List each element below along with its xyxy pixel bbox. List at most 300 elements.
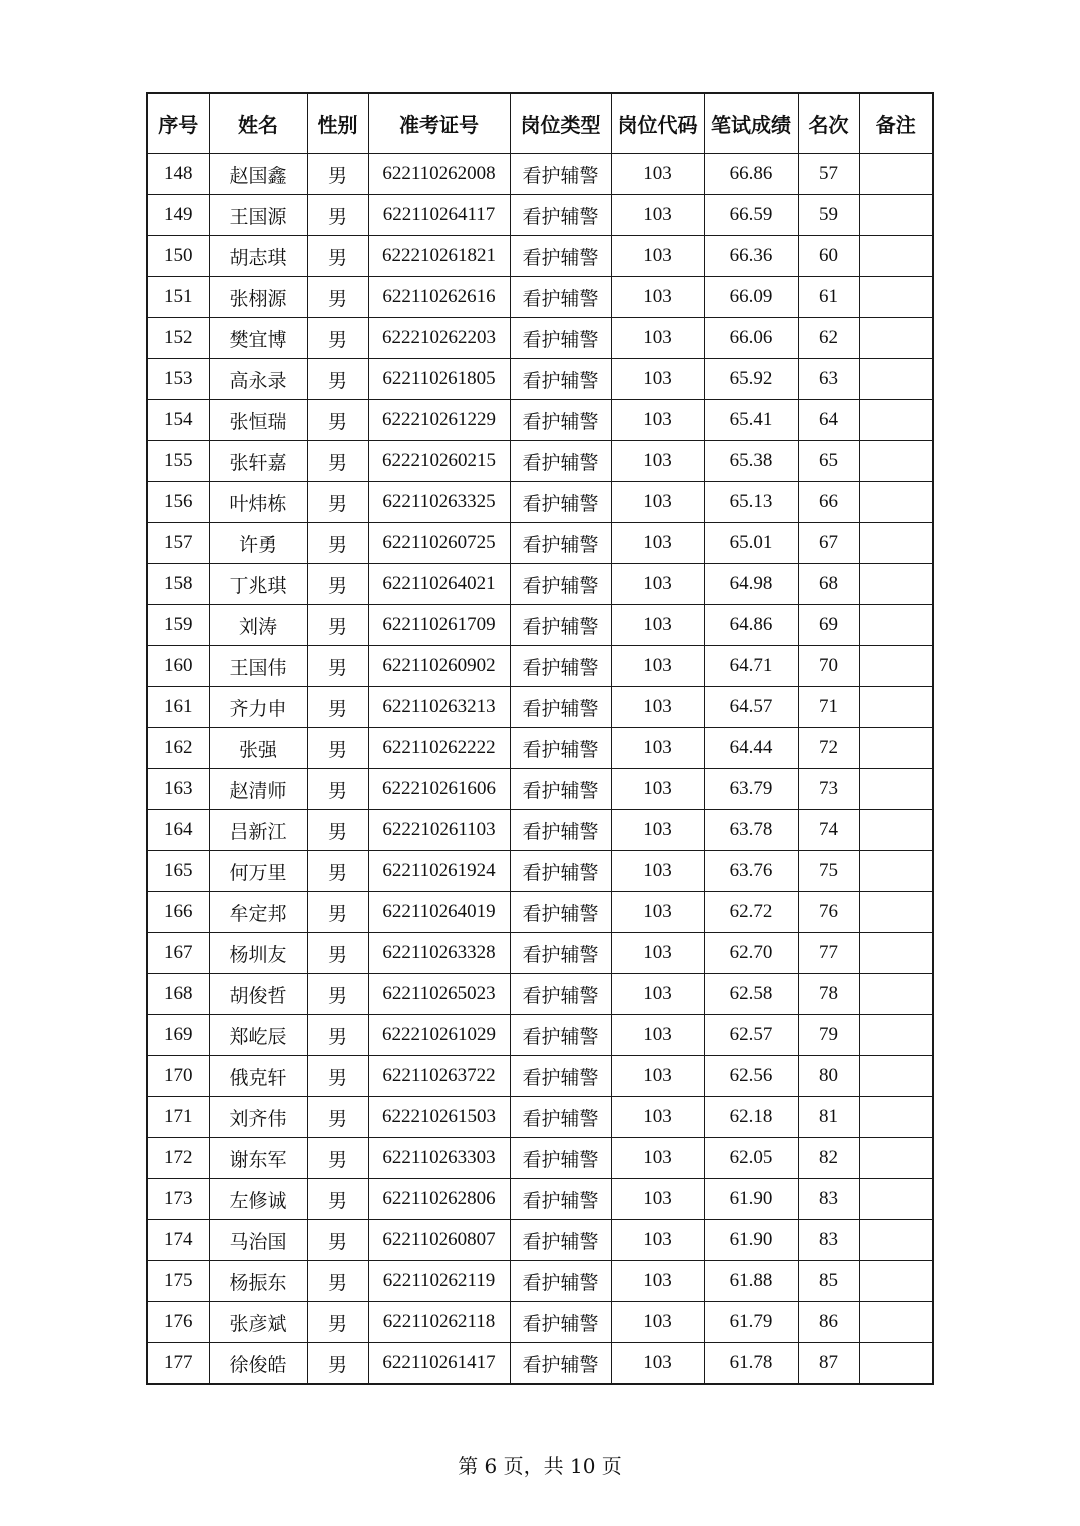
cell-post-code: 103	[611, 687, 704, 728]
cell-post-code: 103	[611, 236, 704, 277]
cell-remarks	[859, 1220, 933, 1261]
cell-post-type: 看护辅警	[510, 769, 611, 810]
cell-gender: 男	[307, 687, 368, 728]
cell-post-type: 看护辅警	[510, 318, 611, 359]
cell-seq: 170	[147, 1056, 209, 1097]
cell-post-code: 103	[611, 810, 704, 851]
cell-exam-id: 622110263328	[368, 933, 510, 974]
cell-remarks	[859, 974, 933, 1015]
cell-remarks	[859, 851, 933, 892]
cell-written-score: 62.18	[704, 1097, 798, 1138]
cell-post-type: 看护辅警	[510, 933, 611, 974]
table-row	[147, 400, 933, 441]
cell-written-score: 62.58	[704, 974, 798, 1015]
cell-name: 樊宜博	[209, 318, 307, 359]
cell-post-code: 103	[611, 1220, 704, 1261]
table-body	[147, 154, 933, 1385]
cell-post-code: 103	[611, 851, 704, 892]
cell-gender: 男	[307, 400, 368, 441]
cell-post-code: 103	[611, 154, 704, 195]
cell-remarks	[859, 441, 933, 482]
table-row	[147, 1302, 933, 1343]
cell-rank: 83	[798, 1179, 859, 1220]
cell-post-code: 103	[611, 482, 704, 523]
cell-name: 丁兆琪	[209, 564, 307, 605]
cell-exam-id: 622210262203	[368, 318, 510, 359]
cell-rank: 64	[798, 400, 859, 441]
header-written-score: 笔试成绩	[704, 93, 798, 154]
header-exam-id: 准考证号	[368, 93, 510, 154]
table-row	[147, 523, 933, 564]
cell-remarks	[859, 564, 933, 605]
cell-post-type: 看护辅警	[510, 974, 611, 1015]
cell-exam-id: 622110264019	[368, 892, 510, 933]
cell-remarks	[859, 646, 933, 687]
cell-rank: 67	[798, 523, 859, 564]
cell-seq: 165	[147, 851, 209, 892]
cell-name: 吕新江	[209, 810, 307, 851]
cell-written-score: 66.36	[704, 236, 798, 277]
cell-post-type: 看护辅警	[510, 482, 611, 523]
cell-written-score: 63.79	[704, 769, 798, 810]
cell-remarks	[859, 1097, 933, 1138]
table-row	[147, 564, 933, 605]
cell-seq: 167	[147, 933, 209, 974]
cell-post-code: 103	[611, 400, 704, 441]
cell-post-code: 103	[611, 1261, 704, 1302]
cell-exam-id: 622110265023	[368, 974, 510, 1015]
cell-seq: 154	[147, 400, 209, 441]
cell-post-type: 看护辅警	[510, 277, 611, 318]
cell-rank: 83	[798, 1220, 859, 1261]
cell-written-score: 64.98	[704, 564, 798, 605]
cell-name: 谢东军	[209, 1138, 307, 1179]
cell-post-type: 看护辅警	[510, 236, 611, 277]
table-row	[147, 851, 933, 892]
cell-seq: 163	[147, 769, 209, 810]
cell-seq: 158	[147, 564, 209, 605]
cell-post-code: 103	[611, 892, 704, 933]
table-row	[147, 1138, 933, 1179]
cell-rank: 81	[798, 1097, 859, 1138]
cell-exam-id: 622110262616	[368, 277, 510, 318]
cell-name: 何万里	[209, 851, 307, 892]
cell-gender: 男	[307, 1097, 368, 1138]
cell-name: 刘涛	[209, 605, 307, 646]
cell-seq: 177	[147, 1343, 209, 1385]
cell-post-type: 看护辅警	[510, 646, 611, 687]
cell-post-code: 103	[611, 277, 704, 318]
cell-written-score: 61.78	[704, 1343, 798, 1385]
cell-post-code: 103	[611, 933, 704, 974]
cell-post-type: 看护辅警	[510, 1138, 611, 1179]
cell-exam-id: 622210261606	[368, 769, 510, 810]
cell-post-type: 看护辅警	[510, 441, 611, 482]
cell-seq: 173	[147, 1179, 209, 1220]
cell-exam-id: 622110264117	[368, 195, 510, 236]
score-table	[146, 92, 934, 1385]
cell-post-code: 103	[611, 1138, 704, 1179]
cell-gender: 男	[307, 974, 368, 1015]
cell-name: 张栩源	[209, 277, 307, 318]
cell-name: 张彦斌	[209, 1302, 307, 1343]
cell-written-score: 64.57	[704, 687, 798, 728]
cell-rank: 75	[798, 851, 859, 892]
cell-post-code: 103	[611, 359, 704, 400]
cell-seq: 164	[147, 810, 209, 851]
cell-gender: 男	[307, 154, 368, 195]
cell-gender: 男	[307, 441, 368, 482]
cell-written-score: 63.76	[704, 851, 798, 892]
cell-post-type: 看护辅警	[510, 810, 611, 851]
cell-exam-id: 622110262118	[368, 1302, 510, 1343]
cell-gender: 男	[307, 523, 368, 564]
cell-written-score: 65.41	[704, 400, 798, 441]
table-row	[147, 1015, 933, 1056]
cell-remarks	[859, 236, 933, 277]
cell-seq: 155	[147, 441, 209, 482]
cell-rank: 66	[798, 482, 859, 523]
cell-post-type: 看护辅警	[510, 687, 611, 728]
cell-name: 胡志琪	[209, 236, 307, 277]
cell-gender: 男	[307, 1220, 368, 1261]
cell-seq: 148	[147, 154, 209, 195]
cell-seq: 166	[147, 892, 209, 933]
cell-exam-id: 622110262806	[368, 1179, 510, 1220]
cell-name: 高永录	[209, 359, 307, 400]
cell-seq: 162	[147, 728, 209, 769]
cell-exam-id: 622110263722	[368, 1056, 510, 1097]
cell-exam-id: 622110260807	[368, 1220, 510, 1261]
cell-exam-id: 622110261805	[368, 359, 510, 400]
cell-remarks	[859, 523, 933, 564]
cell-rank: 62	[798, 318, 859, 359]
cell-rank: 71	[798, 687, 859, 728]
cell-remarks	[859, 933, 933, 974]
cell-rank: 57	[798, 154, 859, 195]
cell-rank: 72	[798, 728, 859, 769]
cell-name: 杨振东	[209, 1261, 307, 1302]
table-row	[147, 482, 933, 523]
cell-gender: 男	[307, 605, 368, 646]
cell-rank: 86	[798, 1302, 859, 1343]
cell-post-type: 看护辅警	[510, 1261, 611, 1302]
cell-exam-id: 622110261417	[368, 1343, 510, 1385]
cell-post-type: 看护辅警	[510, 892, 611, 933]
cell-post-type: 看护辅警	[510, 851, 611, 892]
cell-exam-id: 622110263303	[368, 1138, 510, 1179]
cell-post-type: 看护辅警	[510, 1179, 611, 1220]
cell-rank: 85	[798, 1261, 859, 1302]
cell-written-score: 61.88	[704, 1261, 798, 1302]
cell-rank: 78	[798, 974, 859, 1015]
cell-gender: 男	[307, 1261, 368, 1302]
cell-post-type: 看护辅警	[510, 1302, 611, 1343]
cell-remarks	[859, 605, 933, 646]
cell-post-code: 103	[611, 1015, 704, 1056]
cell-exam-id: 622210261103	[368, 810, 510, 851]
cell-rank: 70	[798, 646, 859, 687]
cell-post-type: 看护辅警	[510, 1097, 611, 1138]
cell-post-type: 看护辅警	[510, 605, 611, 646]
header-rank: 名次	[798, 93, 859, 154]
table-row	[147, 605, 933, 646]
cell-post-code: 103	[611, 1097, 704, 1138]
cell-written-score: 65.92	[704, 359, 798, 400]
table-row	[147, 728, 933, 769]
cell-seq: 156	[147, 482, 209, 523]
cell-post-code: 103	[611, 974, 704, 1015]
cell-gender: 男	[307, 1179, 368, 1220]
cell-post-type: 看护辅警	[510, 400, 611, 441]
cell-seq: 168	[147, 974, 209, 1015]
cell-remarks	[859, 1302, 933, 1343]
cell-post-type: 看护辅警	[510, 359, 611, 400]
cell-seq: 152	[147, 318, 209, 359]
cell-post-type: 看护辅警	[510, 195, 611, 236]
cell-post-type: 看护辅警	[510, 564, 611, 605]
cell-remarks	[859, 400, 933, 441]
cell-name: 左修诚	[209, 1179, 307, 1220]
cell-remarks	[859, 810, 933, 851]
cell-rank: 87	[798, 1343, 859, 1385]
cell-post-type: 看护辅警	[510, 1056, 611, 1097]
header-post-type: 岗位类型	[510, 93, 611, 154]
cell-post-code: 103	[611, 769, 704, 810]
table-row	[147, 1343, 933, 1385]
table-row	[147, 236, 933, 277]
cell-gender: 男	[307, 482, 368, 523]
table-row	[147, 933, 933, 974]
cell-remarks	[859, 154, 933, 195]
table-row	[147, 195, 933, 236]
cell-remarks	[859, 195, 933, 236]
cell-name: 徐俊皓	[209, 1343, 307, 1385]
cell-exam-id: 622110264021	[368, 564, 510, 605]
table-row	[147, 1179, 933, 1220]
cell-gender: 男	[307, 810, 368, 851]
cell-seq: 172	[147, 1138, 209, 1179]
cell-post-code: 103	[611, 1179, 704, 1220]
cell-remarks	[859, 769, 933, 810]
cell-post-type: 看护辅警	[510, 1343, 611, 1385]
cell-seq: 149	[147, 195, 209, 236]
cell-exam-id: 622110262222	[368, 728, 510, 769]
cell-written-score: 62.70	[704, 933, 798, 974]
header-name: 姓名	[209, 93, 307, 154]
table-row	[147, 318, 933, 359]
cell-gender: 男	[307, 318, 368, 359]
cell-name: 张恒瑞	[209, 400, 307, 441]
cell-remarks	[859, 728, 933, 769]
cell-post-code: 103	[611, 318, 704, 359]
cell-written-score: 66.09	[704, 277, 798, 318]
cell-gender: 男	[307, 892, 368, 933]
cell-gender: 男	[307, 1343, 368, 1385]
cell-name: 马治国	[209, 1220, 307, 1261]
cell-gender: 男	[307, 1302, 368, 1343]
cell-post-type: 看护辅警	[510, 154, 611, 195]
cell-rank: 80	[798, 1056, 859, 1097]
table-row	[147, 1220, 933, 1261]
cell-written-score: 61.90	[704, 1220, 798, 1261]
cell-post-code: 103	[611, 1343, 704, 1385]
table-header-row	[147, 93, 933, 154]
cell-exam-id: 622110260725	[368, 523, 510, 564]
cell-name: 张强	[209, 728, 307, 769]
cell-gender: 男	[307, 236, 368, 277]
cell-written-score: 66.86	[704, 154, 798, 195]
cell-rank: 76	[798, 892, 859, 933]
cell-rank: 74	[798, 810, 859, 851]
cell-exam-id: 622110262008	[368, 154, 510, 195]
cell-remarks	[859, 482, 933, 523]
cell-remarks	[859, 1179, 933, 1220]
cell-rank: 59	[798, 195, 859, 236]
cell-post-type: 看护辅警	[510, 1015, 611, 1056]
table-row	[147, 1056, 933, 1097]
cell-gender: 男	[307, 359, 368, 400]
cell-name: 牟定邦	[209, 892, 307, 933]
cell-written-score: 65.01	[704, 523, 798, 564]
cell-remarks	[859, 892, 933, 933]
cell-gender: 男	[307, 851, 368, 892]
cell-rank: 82	[798, 1138, 859, 1179]
cell-name: 赵国鑫	[209, 154, 307, 195]
cell-name: 郑屹辰	[209, 1015, 307, 1056]
cell-exam-id: 622210260215	[368, 441, 510, 482]
cell-written-score: 66.06	[704, 318, 798, 359]
table-row	[147, 769, 933, 810]
cell-seq: 175	[147, 1261, 209, 1302]
cell-written-score: 62.57	[704, 1015, 798, 1056]
header-gender: 性别	[307, 93, 368, 154]
cell-post-code: 103	[611, 605, 704, 646]
cell-post-code: 103	[611, 728, 704, 769]
cell-written-score: 61.79	[704, 1302, 798, 1343]
cell-written-score: 62.56	[704, 1056, 798, 1097]
cell-post-type: 看护辅警	[510, 728, 611, 769]
cell-remarks	[859, 1343, 933, 1385]
table-row	[147, 1097, 933, 1138]
cell-post-code: 103	[611, 523, 704, 564]
cell-written-score: 62.72	[704, 892, 798, 933]
cell-name: 赵清师	[209, 769, 307, 810]
cell-seq: 161	[147, 687, 209, 728]
cell-remarks	[859, 1261, 933, 1302]
cell-rank: 77	[798, 933, 859, 974]
cell-name: 叶炜栋	[209, 482, 307, 523]
cell-remarks	[859, 277, 933, 318]
header-remarks: 备注	[859, 93, 933, 154]
cell-post-code: 103	[611, 564, 704, 605]
cell-name: 俄克轩	[209, 1056, 307, 1097]
table-row	[147, 646, 933, 687]
cell-seq: 159	[147, 605, 209, 646]
cell-remarks	[859, 1138, 933, 1179]
cell-post-code: 103	[611, 646, 704, 687]
cell-rank: 65	[798, 441, 859, 482]
table-row	[147, 277, 933, 318]
cell-remarks	[859, 1056, 933, 1097]
cell-rank: 60	[798, 236, 859, 277]
table-row	[147, 892, 933, 933]
cell-written-score: 64.71	[704, 646, 798, 687]
cell-written-score: 65.13	[704, 482, 798, 523]
cell-remarks	[859, 687, 933, 728]
cell-name: 杨圳友	[209, 933, 307, 974]
table-row	[147, 687, 933, 728]
cell-name: 许勇	[209, 523, 307, 564]
table-row	[147, 1261, 933, 1302]
cell-post-type: 看护辅警	[510, 523, 611, 564]
cell-post-code: 103	[611, 1302, 704, 1343]
cell-exam-id: 622210261229	[368, 400, 510, 441]
cell-rank: 79	[798, 1015, 859, 1056]
cell-name: 王国源	[209, 195, 307, 236]
cell-gender: 男	[307, 646, 368, 687]
cell-seq: 160	[147, 646, 209, 687]
cell-written-score: 64.86	[704, 605, 798, 646]
cell-written-score: 61.90	[704, 1179, 798, 1220]
cell-gender: 男	[307, 728, 368, 769]
cell-seq: 174	[147, 1220, 209, 1261]
cell-gender: 男	[307, 195, 368, 236]
cell-exam-id: 622110261709	[368, 605, 510, 646]
cell-gender: 男	[307, 564, 368, 605]
table-row	[147, 974, 933, 1015]
table-row	[147, 810, 933, 851]
cell-seq: 171	[147, 1097, 209, 1138]
page-footer: 第 6 页，共 10 页	[458, 1454, 622, 1478]
cell-name: 齐力申	[209, 687, 307, 728]
table-row	[147, 359, 933, 400]
cell-exam-id: 622110262119	[368, 1261, 510, 1302]
table-row	[147, 154, 933, 195]
cell-name: 张轩嘉	[209, 441, 307, 482]
cell-rank: 68	[798, 564, 859, 605]
cell-gender: 男	[307, 1138, 368, 1179]
cell-name: 胡俊哲	[209, 974, 307, 1015]
cell-gender: 男	[307, 1015, 368, 1056]
cell-post-code: 103	[611, 441, 704, 482]
cell-exam-id: 622210261503	[368, 1097, 510, 1138]
cell-post-code: 103	[611, 195, 704, 236]
cell-seq: 153	[147, 359, 209, 400]
cell-exam-id: 622110261924	[368, 851, 510, 892]
cell-seq: 150	[147, 236, 209, 277]
cell-gender: 男	[307, 769, 368, 810]
cell-exam-id: 622110260902	[368, 646, 510, 687]
cell-name: 刘齐伟	[209, 1097, 307, 1138]
cell-rank: 73	[798, 769, 859, 810]
cell-seq: 176	[147, 1302, 209, 1343]
cell-exam-id: 622110263325	[368, 482, 510, 523]
cell-name: 王国伟	[209, 646, 307, 687]
header-post-code: 岗位代码	[611, 93, 704, 154]
cell-written-score: 64.44	[704, 728, 798, 769]
cell-exam-id: 622210261821	[368, 236, 510, 277]
cell-remarks	[859, 1015, 933, 1056]
cell-rank: 63	[798, 359, 859, 400]
cell-seq: 169	[147, 1015, 209, 1056]
cell-written-score: 66.59	[704, 195, 798, 236]
cell-written-score: 65.38	[704, 441, 798, 482]
header-seq: 序号	[147, 93, 209, 154]
table-row	[147, 441, 933, 482]
cell-seq: 151	[147, 277, 209, 318]
cell-remarks	[859, 359, 933, 400]
